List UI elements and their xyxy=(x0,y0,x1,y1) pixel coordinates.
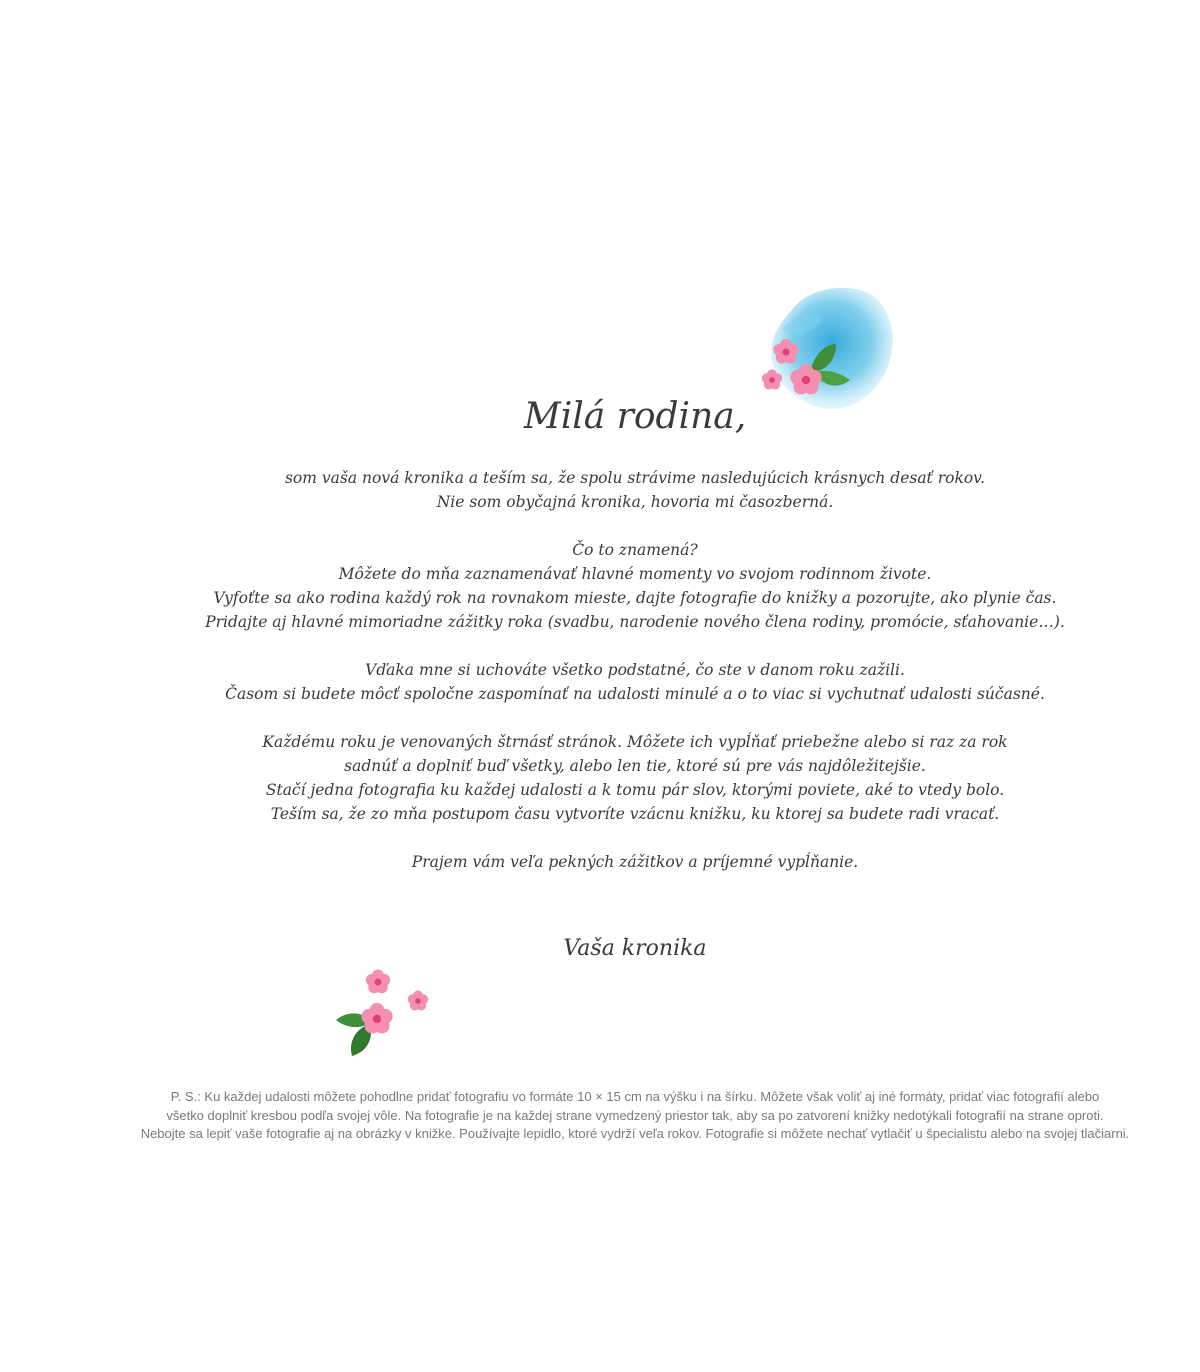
letter-line: som vaša nová kronika a teším sa, že spolu strávime nasledujúcich krásnych desať rokov. xyxy=(284,469,986,487)
letter-line: Časom si budete môcť spoločne zaspomínať na udalosti minulé a o to viac si vychutnať udalosti súčasné. xyxy=(225,685,1045,703)
letter-paragraph xyxy=(0,466,1200,514)
letter-paragraph xyxy=(0,538,1200,634)
letter-paragraph xyxy=(0,730,1200,826)
signature: Vaša kronika xyxy=(563,936,707,961)
letter-line: Prajem vám veľa pekných zážitkov a príjemné vypĺňanie. xyxy=(411,853,859,871)
letter-line: Každému roku je venovaných štrnásť stránok. Môžete ich vypĺňať priebežne alebo si raz za rok xyxy=(262,733,1008,751)
postscript-line: Nebojte sa lepiť vaše fotografie aj na obrázky v knižke. Používajte lepidlo, ktoré vydrží veľa rokov. Fotografie si môžete nechať vytlačiť u špecialistu alebo na svojej tlačiarni. xyxy=(140,1126,1130,1141)
postscript-note xyxy=(0,1088,1200,1144)
letter-line: sadnúť a doplniť buď všetky, alebo len tie, ktoré sú pre vás najdôležitejšie. xyxy=(344,757,926,775)
letter-line: Teším sa, že zo mňa postupom času vytvoríte vzácnu knižku, ku ktorej sa budete radi vracať. xyxy=(270,805,1000,823)
letter-line: Stačí jedna fotografia ku každej udalosti a k tomu pár slov, ktorými poviete, aké to vtedy bolo. xyxy=(265,781,1005,799)
postscript-line: všetko doplniť kresbou podľa svojej vôle. Na fotografie je na každej strane vymedzený priestor tak, aby sa po zatvorení knižky nedotýkali fotografií na strane oproti. xyxy=(166,1107,1104,1123)
flower-icon xyxy=(366,970,390,994)
letter-line: Vďaka mne si uchováte všetko podstatné, čo ste v danom roku zažili. xyxy=(365,661,905,679)
letter-line: Pridajte aj hlavné mimoriadne zážitky roka (svadbu, narodenie nového člena rodiny, promócie, sťahovanie…). xyxy=(205,613,1065,631)
letter-body xyxy=(0,466,1200,898)
postscript-line: P. S.: Ku každej udalosti môžete pohodlne pridať fotografiu vo formáte 10 × 15 cm na výšku i na šírku. Môžete však voliť aj iné formáty, pridať viac fotografií alebo xyxy=(170,1089,1100,1104)
flowers-illustration xyxy=(330,962,440,1062)
letter-title: Milá rodina, xyxy=(523,396,747,437)
letter-paragraph xyxy=(0,850,1200,874)
letter-line: Čo to znamená? xyxy=(572,541,698,559)
letter-line: Môžete do mňa zaznamenávať hlavné momenty vo svojom rodinnom živote. xyxy=(338,565,932,583)
letter-paragraph xyxy=(0,658,1200,706)
letter-line: Vyfoťte sa ako rodina každý rok na rovnakom mieste, dajte fotografie do knižky a pozorujte, ako plynie čas. xyxy=(213,589,1057,607)
letter-line: Nie som obyčajná kronika, hovoria mi časozberná. xyxy=(436,493,834,511)
